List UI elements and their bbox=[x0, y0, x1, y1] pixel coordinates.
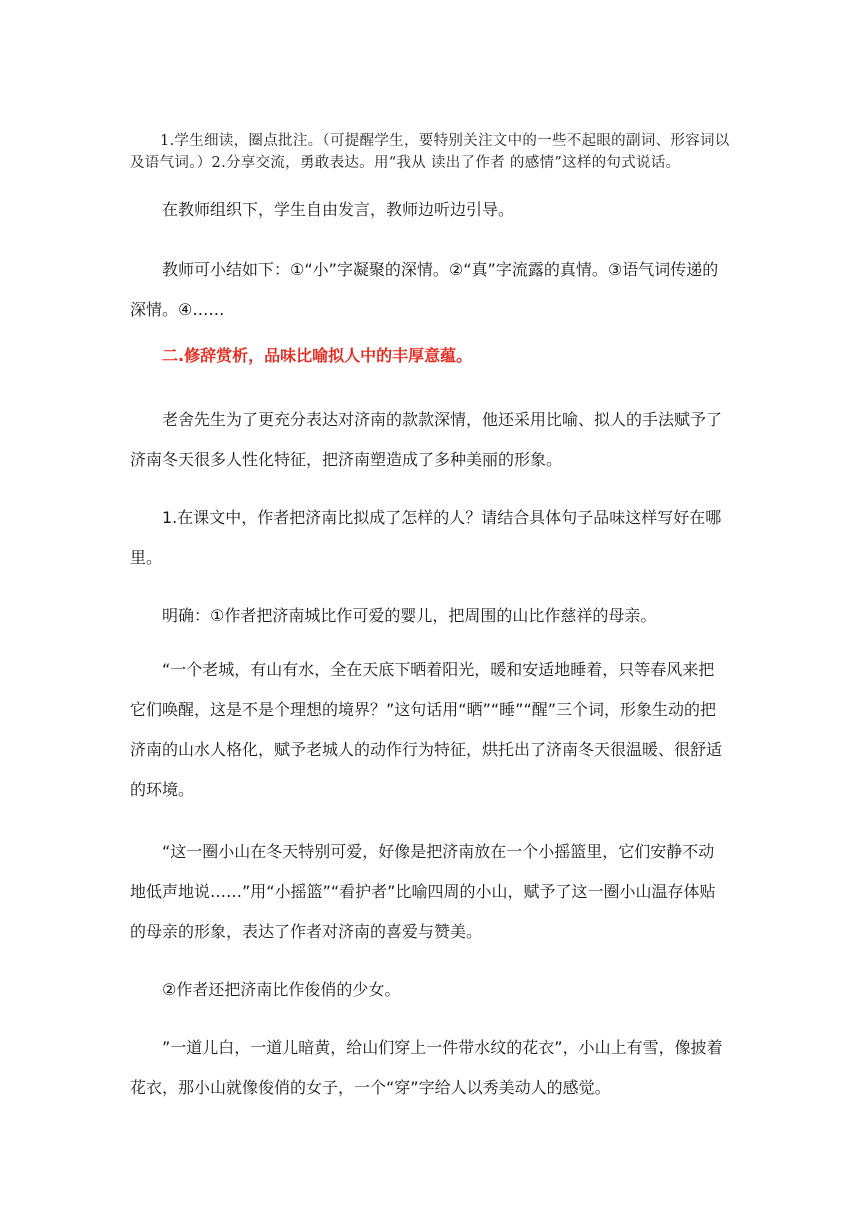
paragraph-quote-flower-dress: ”一道儿白，一道儿暗黄，给山们穿上一件带水纹的花衣”，小山上有雪，像披着花衣，那小山就像俊俏的女子，一个“穿”字给人以秀美动人的感觉。 bbox=[130, 1038, 723, 1097]
section-heading: 二.修辞赏析，品味比喻拟人中的丰厚意蕴。 bbox=[162, 346, 473, 365]
intro-instructions: 1.学生细读，圈点批注。（可提醒学生，要特别关注文中的一些不起眼的副词、形容词以及语气词。）2.分享交流，勇敢表达。用“我从 读出了作者 的感情”这样的句式说话。 bbox=[130, 133, 730, 171]
paragraph-discussion: 在教师组织下，学生自由发言，教师边听边引导。 bbox=[162, 200, 515, 219]
paragraph-quote-cradle: “这一圈小山在冬天特别可爱，好像是把济南放在一个小摇篮里，它们安静不动地低声地说……”用“小摇篮”“看护者”比喻四周的小山，赋予了这一圈小山温存体贴的母亲的形象，表达了作者对济南的喜爱与赞美。 bbox=[130, 842, 716, 941]
paragraph-summary: 教师可小结如下：①“小”字凝聚的深情。②“真”字流露的真情。③语气词传递的深情。④…… bbox=[130, 260, 719, 319]
paragraph-rhetoric-intro: 老舍先生为了更充分表达对济南的款款深情，他还采用比喻、拟人的手法赋予了济南冬天很多人性化特征，把济南塑造成了多种美丽的形象。 bbox=[130, 410, 723, 469]
paragraph-answer-girl: ②作者还把济南比作俊俏的少女。 bbox=[162, 980, 401, 999]
paragraph-answer-baby: 明确：①作者把济南城比作可爱的婴儿，把周围的山比作慈祥的母亲。 bbox=[162, 606, 657, 625]
paragraph-question: 1.在课文中，作者把济南比拟成了怎样的人？请结合具体句子品味这样写好在哪里。 bbox=[130, 508, 722, 567]
paragraph-quote-old-city: “一个老城，有山有水，全在天底下晒着阳光，暖和安适地睡着，只等春风来把它们唤醒，这是不是个理想的境界？”这句话用“晒”“睡”“醒”三个词，形象生动的把济南的山水人格化，赋予老城人的动作行为特征，烘托出了济南冬天很温暖、很舒适的环境。 bbox=[130, 660, 723, 799]
